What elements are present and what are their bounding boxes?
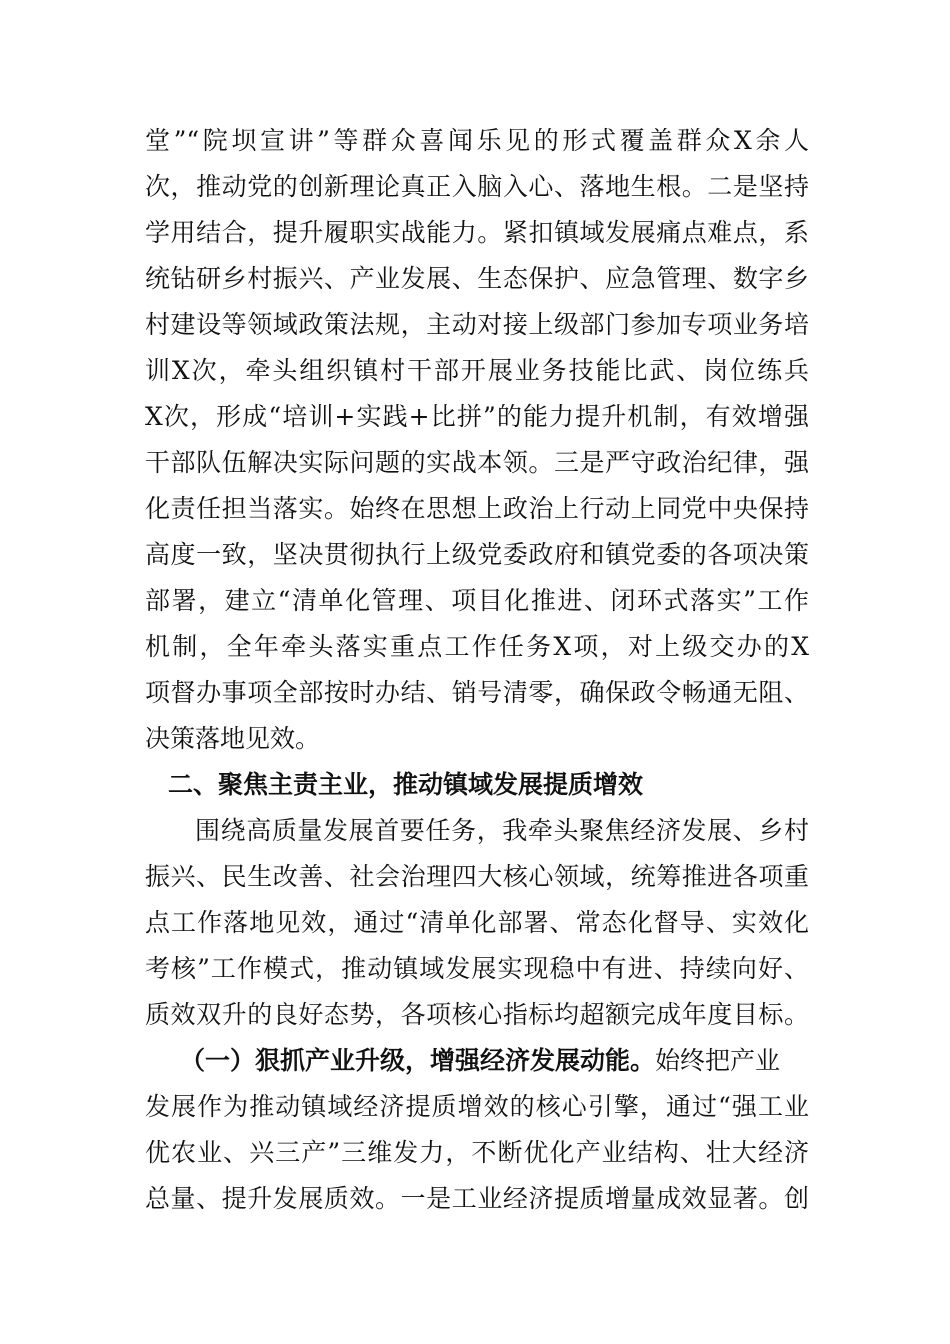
paragraph-line: 振兴、民生改善、社会治理四大核心领域，统筹推进各项重: [145, 862, 809, 891]
paragraph-line: 学用结合，提升履职实战能力。紧扣镇域发展痛点难点，系: [145, 218, 809, 247]
section-heading: 二、聚焦主责主业，推动镇域发展提质增效: [168, 770, 644, 799]
paragraph-text: 始终把产业: [655, 1046, 781, 1075]
paragraph-line: 围绕高质量发展首要任务，我牵头聚焦经济发展、乡村: [195, 816, 809, 845]
paragraph-line: 项督办事项全部按时办结、销号清零，确保政令畅通无阻、: [145, 678, 809, 707]
paragraph-line: 部署，建立“清单化管理、项目化推进、闭环式落实”工作: [145, 586, 809, 615]
subsection-heading: （一）狠抓产业升级，增强经济发展动能。: [180, 1046, 656, 1075]
paragraph-line: 统钻研乡村振兴、产业发展、生态保护、应急管理、数字乡: [145, 264, 809, 293]
paragraph-line: 点工作落地见效，通过“清单化部署、常态化督导、实效化: [145, 908, 809, 937]
paragraph-line: 训X次，牵头组织镇村干部开展业务技能比武、岗位练兵: [145, 356, 809, 385]
paragraph-line: 干部队伍解决实际问题的实战本领。三是严守政治纪律，强: [145, 448, 809, 477]
paragraph-line: 发展作为推动镇域经济提质增效的核心引擎，通过“强工业: [145, 1092, 809, 1121]
paragraph-line: 优农业、兴三产”三维发力，不断优化产业结构、壮大经济: [145, 1138, 809, 1167]
paragraph-line: 总量、提升发展质效。一是工业经济提质增量成效显著。创: [145, 1184, 809, 1213]
paragraph-line: 决策落地见效。: [145, 724, 321, 753]
paragraph-line: 化责任担当落实。始终在思想上政治上行动上同党中央保持: [145, 494, 809, 523]
paragraph-line: 次，推动党的创新理论真正入脑入心、落地生根。二是坚持: [145, 172, 809, 201]
paragraph-line: X次，形成“培训+实践+比拼”的能力提升机制，有效增强: [145, 402, 809, 431]
paragraph-line: 高度一致，坚决贯彻执行上级党委政府和镇党委的各项决策: [145, 540, 809, 569]
paragraph-line: 考核”工作模式，推动镇域发展实现稳中有进、持续向好、: [145, 954, 809, 983]
paragraph-line: 堂”“院坝宣讲”等群众喜闻乐见的形式覆盖群众X余人: [145, 126, 809, 155]
paragraph-line: 机制，全年牵头落实重点工作任务X项，对上级交办的X: [145, 632, 809, 661]
paragraph-line: 村建设等领域政策法规，主动对接上级部门参加专项业务培: [145, 310, 809, 339]
paragraph-line: 质效双升的良好态势，各项核心指标均超额完成年度目标。: [145, 1000, 809, 1029]
subsection-line: [180, 1038, 809, 1084]
